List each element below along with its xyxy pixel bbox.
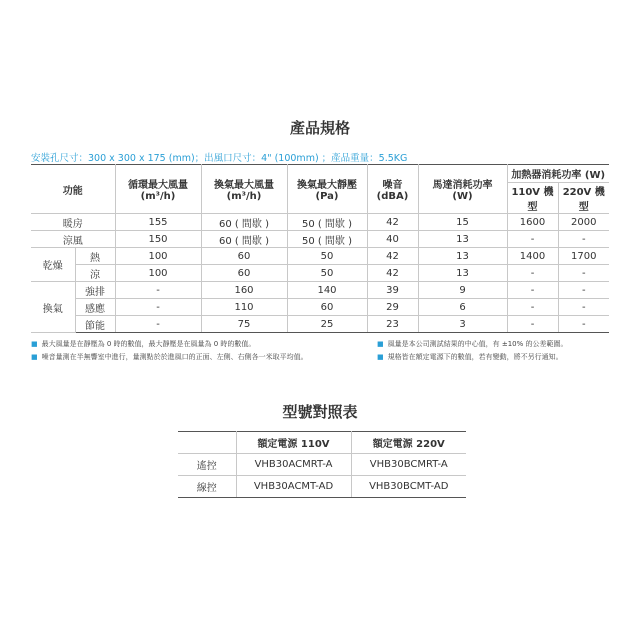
cell-vent: 75 bbox=[201, 316, 287, 333]
cell-w: 3 bbox=[418, 316, 507, 333]
cell-h220: 2000 bbox=[558, 214, 609, 231]
row-group: 乾燥 bbox=[31, 248, 75, 282]
notes-right bbox=[377, 338, 568, 364]
spec-table bbox=[31, 164, 609, 333]
cell-vent: 160 bbox=[201, 282, 287, 299]
cell-h220: 1700 bbox=[558, 248, 609, 265]
cell-pa: 60 bbox=[287, 299, 367, 316]
header-heater-220v: 220V 機型 bbox=[558, 183, 609, 214]
cell-pa: 140 bbox=[287, 282, 367, 299]
header-ventilation-flow: 換氣最大風量 (m³/h) bbox=[201, 165, 287, 214]
bullet-icon: ■ bbox=[31, 340, 38, 348]
cell-db: 42 bbox=[367, 265, 418, 282]
row-function: 熱 bbox=[75, 248, 115, 265]
cell-circ: 155 bbox=[115, 214, 201, 231]
header-motor-power: 馬達消耗功率 (W) bbox=[418, 165, 507, 214]
model-title: 型號對照表 bbox=[282, 403, 358, 421]
cell-h110: 1600 bbox=[507, 214, 558, 231]
cell-h110: - bbox=[507, 316, 558, 333]
cell-w: 13 bbox=[418, 248, 507, 265]
cell-pa: 50 ( 間歇 ) bbox=[287, 214, 367, 231]
table-row bbox=[178, 476, 466, 498]
note-item: ■ 噪音量測在半無響室中進行，量測點於於進風口的正面、左側、右側各一米取平均值。 bbox=[31, 353, 308, 361]
row-function: 感應 bbox=[75, 299, 115, 316]
table-row bbox=[31, 248, 609, 265]
cell-h110: - bbox=[507, 299, 558, 316]
cell-h110: - bbox=[507, 231, 558, 248]
table-row bbox=[31, 282, 609, 299]
cell-pa: 25 bbox=[287, 316, 367, 333]
cell-model-110: VHB30ACMT-AD bbox=[236, 476, 351, 498]
cell-db: 29 bbox=[367, 299, 418, 316]
cell-h110: - bbox=[507, 282, 558, 299]
header-110v: 額定電源 110V bbox=[236, 432, 351, 454]
cell-pa: 50 bbox=[287, 248, 367, 265]
cell-w: 13 bbox=[418, 265, 507, 282]
notes-left bbox=[31, 338, 308, 364]
row-label: 線控 bbox=[178, 476, 236, 498]
cell-h220: - bbox=[558, 299, 609, 316]
header-circulation-flow: 循環最大風量 (m³/h) bbox=[115, 165, 201, 214]
row-group: 換氣 bbox=[31, 282, 75, 333]
table-row bbox=[31, 299, 609, 316]
spec-title: 產品規格 bbox=[289, 119, 350, 137]
cell-h220: - bbox=[558, 265, 609, 282]
table-row bbox=[31, 214, 609, 231]
row-function: 強排 bbox=[75, 282, 115, 299]
row-label: 遙控 bbox=[178, 454, 236, 476]
header-220v: 額定電源 220V bbox=[351, 432, 466, 454]
cell-db: 42 bbox=[367, 214, 418, 231]
row-function: 涼 bbox=[75, 265, 115, 282]
cell-vent: 60 bbox=[201, 248, 287, 265]
cell-db: 39 bbox=[367, 282, 418, 299]
header-heater-110v: 110V 機型 bbox=[507, 183, 558, 214]
table-row bbox=[31, 265, 609, 282]
cell-vent: 60 ( 間歇 ) bbox=[201, 231, 287, 248]
cell-db: 42 bbox=[367, 248, 418, 265]
cell-vent: 60 bbox=[201, 265, 287, 282]
cell-h220: - bbox=[558, 316, 609, 333]
cell-w: 15 bbox=[418, 214, 507, 231]
cell-db: 23 bbox=[367, 316, 418, 333]
cell-h110: - bbox=[507, 265, 558, 282]
row-function: 節能 bbox=[75, 316, 115, 333]
table-row bbox=[31, 316, 609, 333]
cell-pa: 50 bbox=[287, 265, 367, 282]
row-function: 暖房 bbox=[31, 214, 115, 231]
header-heater-power: 加熱器消耗功率 (W) bbox=[507, 165, 609, 183]
cell-w: 6 bbox=[418, 299, 507, 316]
cell-circ: 150 bbox=[115, 231, 201, 248]
install-dimensions: 安裝孔尺寸：300 x 300 x 175 (mm)；出風口尺寸：4" (100mm) ；產品重量：5.5KG bbox=[31, 153, 408, 164]
bullet-icon: ■ bbox=[377, 340, 384, 348]
cell-pa: 50 ( 間歇 ) bbox=[287, 231, 367, 248]
cell-w: 13 bbox=[418, 231, 507, 248]
cell-vent: 60 ( 間歇 ) bbox=[201, 214, 287, 231]
note-item: ■ 最大風量是在靜壓為 0 時的數值，最大靜壓是在風量為 0 時的數值。 bbox=[31, 340, 256, 348]
cell-h220: - bbox=[558, 231, 609, 248]
table-row bbox=[178, 454, 466, 476]
model-table bbox=[178, 431, 466, 498]
cell-circ: - bbox=[115, 299, 201, 316]
header-blank bbox=[178, 432, 236, 454]
table-row bbox=[31, 231, 609, 248]
header-function: 功能 bbox=[31, 165, 115, 214]
header-noise: 噪音 (dBA) bbox=[367, 165, 418, 214]
cell-w: 9 bbox=[418, 282, 507, 299]
cell-circ: - bbox=[115, 316, 201, 333]
cell-circ: 100 bbox=[115, 265, 201, 282]
note-item: ■ 風量是本公司測試結果的中心值，有 ±10% 的公差範圍。 bbox=[377, 340, 568, 348]
cell-model-220: VHB30BCMT-AD bbox=[351, 476, 466, 498]
cell-vent: 110 bbox=[201, 299, 287, 316]
cell-h220: - bbox=[558, 282, 609, 299]
note-item: ■ 規格皆在額定電源下的數值，若有變動，將不另行通知。 bbox=[377, 353, 563, 361]
cell-model-110: VHB30ACMRT-A bbox=[236, 454, 351, 476]
cell-circ: - bbox=[115, 282, 201, 299]
cell-circ: 100 bbox=[115, 248, 201, 265]
cell-db: 40 bbox=[367, 231, 418, 248]
row-function: 涼風 bbox=[31, 231, 115, 248]
cell-model-220: VHB30BCMRT-A bbox=[351, 454, 466, 476]
bullet-icon: ■ bbox=[31, 353, 38, 361]
cell-h110: 1400 bbox=[507, 248, 558, 265]
header-static-pressure: 換氣最大靜壓 (Pa) bbox=[287, 165, 367, 214]
bullet-icon: ■ bbox=[377, 353, 384, 361]
